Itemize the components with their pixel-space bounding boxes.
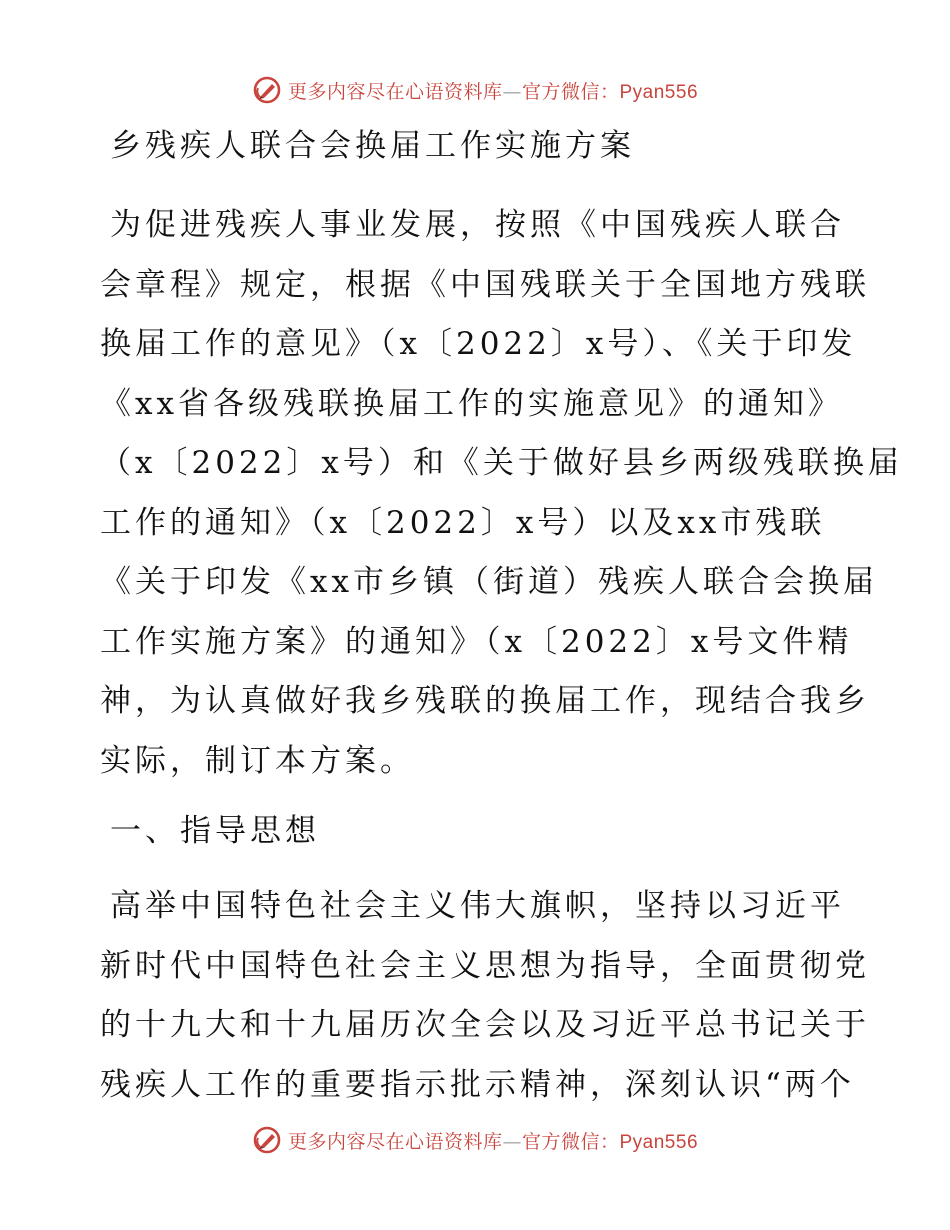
- watermark-dash: —: [502, 1130, 522, 1153]
- watermark-id: Pyan556: [619, 1131, 699, 1153]
- watermark-dash: —: [502, 80, 522, 103]
- paragraph-line: 《关于印发《xx市乡镇（街道）残疾人联合会换届: [100, 564, 878, 600]
- watermark-official: 官方微信：: [521, 80, 620, 103]
- pen-logo-icon: [252, 75, 282, 105]
- paragraph-line: 会章程》规定，根据《中国残联关于全国地方残联: [100, 266, 870, 303]
- watermark-main: 更多内容尽在心语资料库: [287, 80, 503, 103]
- document-title: 乡残疾人联合会换届工作实施方案: [110, 128, 635, 164]
- watermark-footer: [0, 1122, 950, 1158]
- paragraph-intro: [100, 196, 903, 791]
- paragraph-line: 工作的通知》（x〔2022〕x号）以及xx市残联: [100, 504, 826, 541]
- paragraph-line: 实际，制订本方案。: [100, 742, 415, 779]
- paragraph-line: 换届工作的意见》（x〔2022〕x号）、《关于印发: [100, 326, 857, 362]
- paragraph-line: 残疾人工作的重要指示批示精神，深刻认识“两个: [100, 1066, 855, 1103]
- watermark-official: 官方微信：: [521, 1130, 620, 1153]
- paragraph-line: 《xx省各级残联换届工作的实施意见》的通知》: [100, 385, 843, 422]
- paragraph-line: 神，为认真做好我乡残联的换届工作，现结合我乡: [100, 683, 870, 719]
- paragraph-guiding-ideology: [100, 877, 870, 1115]
- paragraph-line: 的十九大和十九届历次全会以及习近平总书记关于: [100, 1007, 870, 1043]
- paragraph-line: 工作实施方案》的通知》（x〔2022〕x号文件精: [100, 623, 853, 660]
- paragraph-line: 为促进残疾人事业发展，按照《中国残疾人联合: [110, 207, 845, 243]
- watermark-header: [0, 72, 950, 108]
- document-body: [100, 120, 903, 1115]
- paragraph-line: （x〔2022〕x号）和《关于做好县乡两级残联换届: [100, 445, 903, 481]
- paragraph-line: 高举中国特色社会主义伟大旗帜，坚持以习近平: [110, 888, 845, 924]
- watermark-text: [288, 1127, 698, 1154]
- watermark-main: 更多内容尽在心语资料库: [287, 1130, 503, 1153]
- watermark-text: [288, 77, 698, 104]
- paragraph-line: 新时代中国特色社会主义思想为指导，全面贯彻党: [100, 947, 870, 984]
- section-heading-guiding-ideology: 一、指导思想: [110, 813, 320, 849]
- watermark-id: Pyan556: [619, 81, 699, 103]
- pen-logo-icon: [252, 1125, 282, 1155]
